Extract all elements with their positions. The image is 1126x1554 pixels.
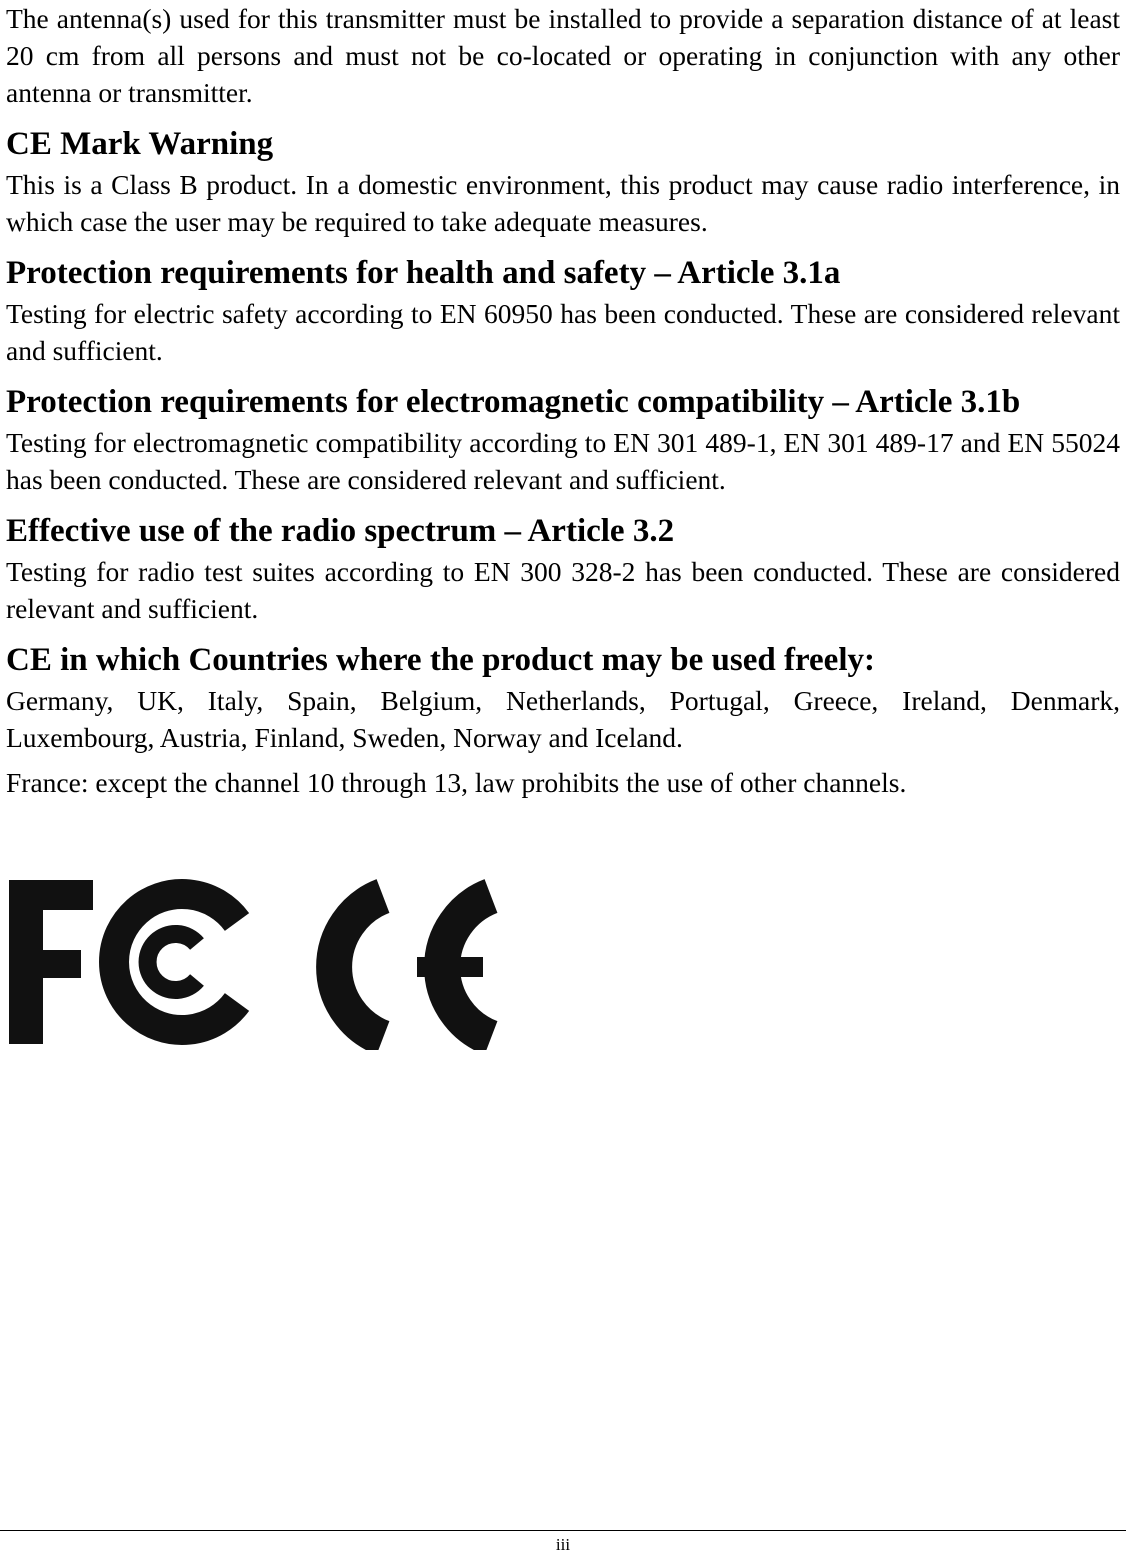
fcc-logo [9,880,237,1044]
emc-text: Testing for electromagnetic compatibility according to EN 301 489-1, EN 301 489-17 and EN 55024 has been conducted. These are considered relevant and sufficient. [6,427,1120,495]
health-safety-text: Testing for electric safety according to EN 60950 has been conducted. These are considered relevant and sufficient. [6,298,1120,366]
document-body [6,0,1120,801]
antenna-separation-paragraph: The antenna(s) used for this transmitter must be installed to provide a separation distance of at least 20 cm from all persons and must not be co-located or operating in conjunction with any other antenna or transmitter. [6,3,1120,108]
ce-logo [334,896,491,1038]
compliance-logos [5,872,505,1050]
ce-countries-list: Germany, UK, Italy, Spain, Belgium, Netherlands, Portugal, Greece, Ireland, Denmark, Luxembourg, Austria, Finland, Sweden, Norway and Iceland. [6,685,1120,753]
health-safety-heading: Protection requirements for health and safety – Article 3.1a [6,255,841,291]
ce-mark-warning-heading: CE Mark Warning [6,126,274,162]
radio-spectrum-text: Testing for radio test suites according to EN 300 328-2 has been conducted. These are considered relevant and sufficient. [6,556,1120,624]
ce-countries-heading: CE in which Countries where the product may be used freely: [6,642,875,678]
radio-spectrum-heading: Effective use of the radio spectrum – Article 3.2 [6,513,675,549]
ce-mark-warning-text: This is a Class B product. In a domestic environment, this product may cause radio interference, in which case the user may be required to take adequate measures. [6,169,1120,237]
emc-heading: Protection requirements for electromagnetic compatibility – Article 3.1b [6,384,1021,420]
footer-divider [0,1530,1126,1531]
page-number: iii [555,1535,571,1554]
france-note: France: except the channel 10 through 13, law prohibits the use of other channels. [6,767,907,798]
